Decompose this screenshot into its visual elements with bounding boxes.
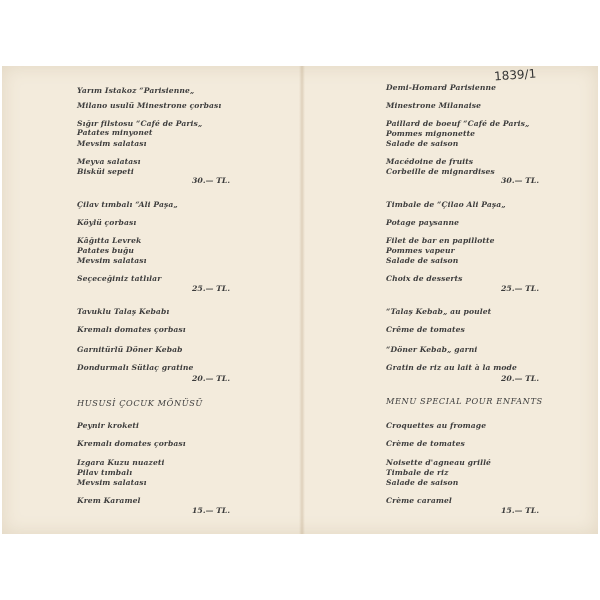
menu-item: Çilav tımbalı “Ali Paşa„ (77, 200, 178, 209)
menu-item: Mevsim salatası (77, 139, 147, 148)
menu-item: Croquettes au fromage (386, 421, 487, 430)
menu-item: Paillard de boeuf “Café de Paris„ (386, 119, 530, 128)
menu-item: Patates buğu (77, 246, 134, 255)
menu-item: Macédoine de fruits (386, 157, 474, 166)
menu-item: Seçeceğiniz tatlılar (77, 274, 162, 283)
menu-item: Tavuklu Talaş Kebabı (77, 307, 170, 316)
menu-item: Meyva salatası (77, 157, 141, 166)
menu-item: Demi-Homard Parisienne (386, 83, 497, 92)
menu-item: “Döner Kebab„ garni (386, 345, 478, 354)
menu-item: Timbale de riz (386, 468, 449, 477)
menu-item: Bisküi sepeti (77, 167, 134, 176)
menu-item: Noisette d'agneau grillé (386, 458, 491, 467)
menu-item: Yarım Istakoz “Parisienne„ (77, 86, 195, 95)
french-menu-column (386, 66, 586, 534)
menu-item: Köylü çorbası (77, 218, 137, 227)
turkish-menu-column (77, 66, 347, 534)
menu-item: Krem Karamel (77, 496, 141, 505)
menu-item: Pommes vapeur (386, 246, 455, 255)
price-label: 15.— TL. (192, 506, 231, 515)
menu-item: Kremalı domates çorbası (77, 439, 186, 448)
menu-item: Mevsim salatası (77, 478, 147, 487)
menu-item: Crème caramel (386, 496, 452, 505)
menu-item: Gratin de riz au lait à la mode (386, 363, 517, 372)
price-label: 25.— TL. (501, 284, 540, 293)
price-label: 30.— TL. (501, 176, 540, 185)
menu-item: Peynir kroketi (77, 421, 140, 430)
menu-item: Garnitürlü Döner Kebab (77, 345, 183, 354)
menu-item: Choix de desserts (386, 274, 463, 283)
menu-item: Salade de saison (386, 478, 459, 487)
price-label: 15.— TL. (501, 506, 540, 515)
menu-item: Minestrone Milanaise (386, 101, 482, 110)
menu-page (2, 66, 598, 534)
menu-item: Mevsim salatası (77, 256, 147, 265)
menu-item: Kremalı domates çorbası (77, 325, 186, 334)
price-label: 20.— TL. (192, 374, 231, 383)
menu-item: Filet de bar en papillotte (386, 236, 495, 245)
menu-item: Patates minyonet (77, 128, 153, 137)
menu-item: Crème de tomates (386, 439, 465, 448)
price-label: 30.— TL. (192, 176, 231, 185)
menu-item: Dondurmalı Sütlaç gratine (77, 363, 194, 372)
menu-item: Milano usulü Minestrone çorbası (77, 101, 222, 110)
menu-item: Pommes mignonette (386, 129, 476, 138)
price-label: 20.— TL. (501, 374, 540, 383)
menu-item: Salade de saison (386, 256, 459, 265)
menu-item: Potage paysanne (386, 218, 459, 227)
kids-menu-heading: MENU SPECIAL POUR ENFANTS (386, 396, 543, 406)
menu-item: Pilav tımbalı (77, 468, 133, 477)
menu-item: Izgara Kuzu nuazeti (77, 458, 165, 467)
menu-item: Kâğıtta Levrek (77, 236, 142, 245)
price-label: 25.— TL. (192, 284, 231, 293)
kids-menu-heading: HUSUSİ ÇOCUK MÖNÜSÜ (77, 398, 203, 408)
menu-item: Timbale de “Çilao Ali Paşa„ (386, 200, 506, 209)
handwritten-annotation: 1839/1 (493, 66, 537, 84)
menu-item: Corbeille de mignardises (386, 167, 495, 176)
menu-item: Salade de saison (386, 139, 459, 148)
menu-item: Sığır filstosu “Café de Paris„ (77, 119, 203, 128)
menu-item: “Talaş Kebab„ au poulet (386, 307, 492, 316)
menu-item: Crême de tomates (386, 325, 465, 334)
